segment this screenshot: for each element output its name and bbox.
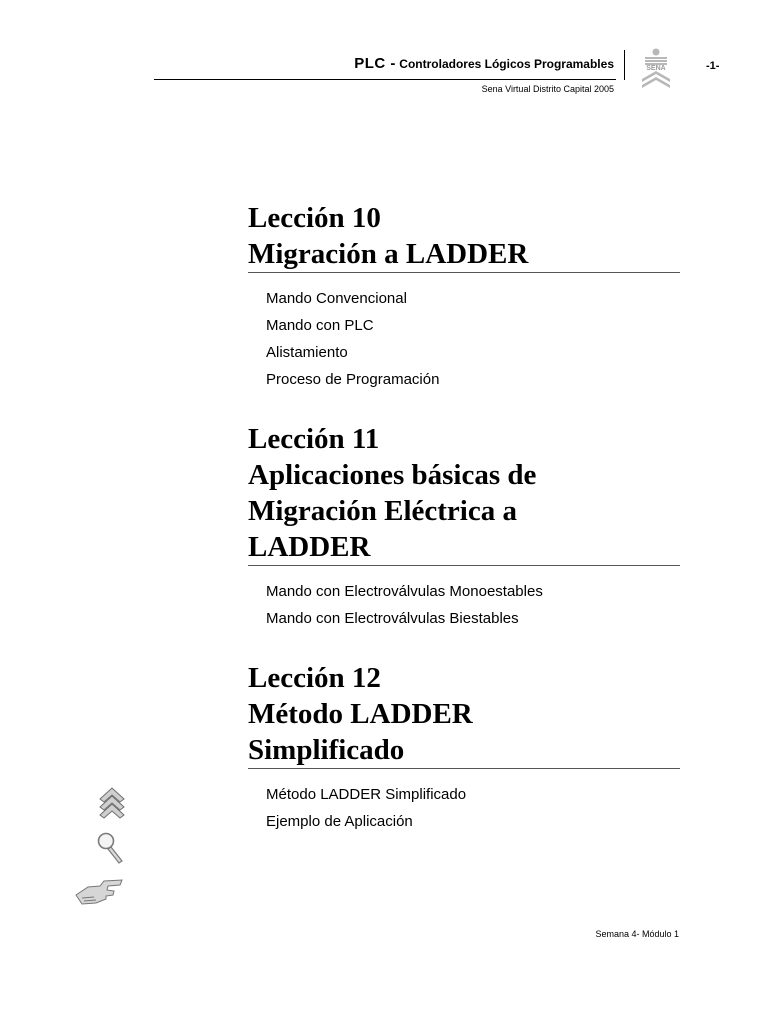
lesson-heading-line: LADDER xyxy=(248,531,371,563)
lesson-heading-line: Simplificado xyxy=(248,734,405,766)
topic-item: Método LADDER Simplificado xyxy=(266,786,467,803)
lesson-10 xyxy=(248,200,680,393)
topic-item: Mando con Electroválvulas Monoestables xyxy=(266,583,543,600)
page-number: -1- xyxy=(706,60,720,72)
lesson-heading-line: Lección 11 xyxy=(248,423,380,455)
topic-item: Alistamiento xyxy=(266,344,348,361)
topic-list xyxy=(248,273,680,393)
header-rule xyxy=(154,79,616,80)
lesson-12 xyxy=(248,660,680,835)
lesson-heading xyxy=(248,421,680,566)
header-title-text: Controladores Lógicos Programables xyxy=(399,57,614,71)
header-title-prefix: PLC - xyxy=(354,55,396,72)
lesson-heading-line: Método LADDER xyxy=(248,698,473,730)
topic-list xyxy=(248,566,680,632)
sena-logo-icon xyxy=(632,47,680,91)
page-header xyxy=(0,0,768,110)
topic-item: Ejemplo de Aplicación xyxy=(266,813,413,830)
lesson-heading-line: Lección 10 xyxy=(248,202,381,234)
lesson-heading xyxy=(248,200,680,273)
magnifier-icon[interactable] xyxy=(96,831,126,870)
topic-item: Proceso de Programación xyxy=(266,371,440,388)
topic-item: Mando con Electroválvulas Biestables xyxy=(266,610,519,627)
lesson-heading xyxy=(248,660,680,769)
lesson-11 xyxy=(248,421,680,632)
header-subtitle: Sena Virtual Distrito Capital 2005 xyxy=(481,84,614,94)
lesson-heading-line: Aplicaciones básicas de xyxy=(248,459,537,491)
lesson-heading-line: Migración Eléctrica a xyxy=(248,495,517,527)
page-footer: Semana 4- Módulo 1 xyxy=(595,929,679,939)
header-divider xyxy=(624,50,625,80)
double-chevron-up-icon[interactable] xyxy=(98,785,126,824)
logo-text: SENA xyxy=(646,65,666,72)
header-title xyxy=(354,55,614,72)
topic-item: Mando con PLC xyxy=(266,317,374,334)
pointing-hand-icon[interactable] xyxy=(74,877,126,912)
lesson-heading-line: Migración a LADDER xyxy=(248,238,529,270)
topic-list xyxy=(248,769,680,835)
lesson-heading-line: Lección 12 xyxy=(248,662,381,694)
lesson-list xyxy=(248,200,680,863)
topic-item: Mando Convencional xyxy=(266,290,407,307)
